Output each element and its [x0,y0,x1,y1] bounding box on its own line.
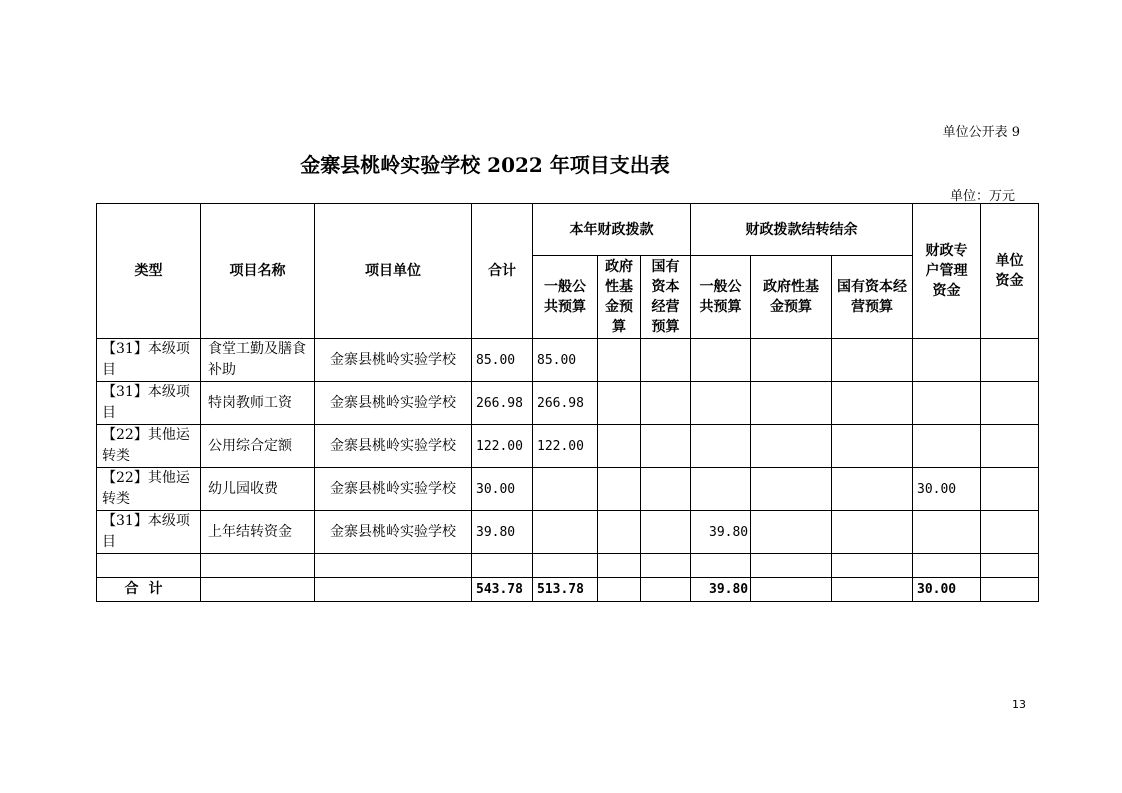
row-gov-fund [598,511,641,554]
totals-empty-unit [315,578,472,602]
header-general-public-budget: 一般公共预算 [533,256,598,339]
row-unit-funds [981,339,1039,382]
row-type: 【22】其他运转类 [97,468,201,511]
row-project-unit: 金寨县桃岭实验学校 [315,339,472,382]
row-type: 【22】其他运转类 [97,425,201,468]
row-special-account [913,339,981,382]
row-project-unit: 金寨县桃岭实验学校 [315,511,472,554]
row-special-account [913,382,981,425]
table-row [97,382,1039,425]
header-special-account-funds: 财政专户管理资金 [913,204,981,339]
row-carry-general [691,468,751,511]
empty-cell [913,554,981,578]
empty-cell [315,554,472,578]
totals-gov-fund [598,578,641,602]
row-carry-state-capital [832,511,913,554]
row-state-capital [641,382,691,425]
row-carry-state-capital [832,339,913,382]
row-type: 【31】本级项目 [97,511,201,554]
row-total: 30.00 [472,468,533,511]
row-special-account: 30.00 [913,468,981,511]
row-carry-general [691,339,751,382]
row-carry-gov-fund [751,511,832,554]
table-row [97,339,1039,382]
header-project-unit: 项目单位 [315,204,472,339]
row-state-capital [641,511,691,554]
row-carry-state-capital [832,468,913,511]
totals-carry-general: 39.80 [691,578,751,602]
totals-total: 543.78 [472,578,533,602]
totals-state-capital [641,578,691,602]
row-general-public [533,511,598,554]
row-gov-fund [598,468,641,511]
totals-carry-state-capital [832,578,913,602]
totals-row [97,578,1039,602]
header-gov-fund-budget: 政府性基金预算 [598,256,641,339]
row-general-public [533,468,598,511]
header-carryover-gov-fund: 政府性基金预算 [751,256,832,339]
totals-label: 合计 [97,578,201,602]
header-unit-funds: 单位资金 [981,204,1039,339]
row-project-name: 公用综合定额 [201,425,315,468]
row-type: 【31】本级项目 [97,382,201,425]
row-unit-funds [981,468,1039,511]
row-state-capital [641,468,691,511]
row-carry-state-capital [832,425,913,468]
empty-cell [641,554,691,578]
row-unit-funds [981,511,1039,554]
row-special-account [913,511,981,554]
row-project-name: 幼儿园收费 [201,468,315,511]
row-project-unit: 金寨县桃岭实验学校 [315,468,472,511]
empty-row [97,554,1039,578]
row-general-public: 85.00 [533,339,598,382]
row-project-unit: 金寨县桃岭实验学校 [315,382,472,425]
row-state-capital [641,425,691,468]
row-project-unit: 金寨县桃岭实验学校 [315,425,472,468]
row-carry-state-capital [832,382,913,425]
row-gov-fund [598,382,641,425]
header-current-year-appropriation: 本年财政拨款 [533,204,691,256]
page-title: 金寨县桃岭实验学校 2022 年项目支出表 [300,153,670,177]
row-total: 266.98 [472,382,533,425]
row-carry-general [691,382,751,425]
row-total: 122.00 [472,425,533,468]
unit-note: 单位：万元 [949,189,1015,204]
row-special-account [913,425,981,468]
row-carry-gov-fund [751,468,832,511]
row-state-capital [641,339,691,382]
row-unit-funds [981,382,1039,425]
form-number: 单位公开表 9 [942,125,1020,140]
row-project-name: 特岗教师工资 [201,382,315,425]
empty-cell [751,554,832,578]
empty-cell [472,554,533,578]
row-carry-gov-fund [751,382,832,425]
totals-empty-name [201,578,315,602]
empty-cell [981,554,1039,578]
table-row [97,511,1039,554]
header-total: 合计 [472,204,533,339]
row-carry-general [691,425,751,468]
row-total: 85.00 [472,339,533,382]
empty-cell [598,554,641,578]
header-appropriation-carryover: 财政拨款结转结余 [691,204,913,256]
row-project-name: 上年结转资金 [201,511,315,554]
row-carry-gov-fund [751,339,832,382]
empty-cell [97,554,201,578]
empty-cell [691,554,751,578]
header-project-name: 项目名称 [201,204,315,339]
header-type: 类型 [97,204,201,339]
table-row [97,425,1039,468]
row-carry-gov-fund [751,425,832,468]
row-gov-fund [598,425,641,468]
row-project-name: 食堂工勤及膳食补助 [201,339,315,382]
totals-special-account: 30.00 [913,578,981,602]
empty-cell [533,554,598,578]
table-row [97,468,1039,511]
page-number: 13 [1012,698,1026,711]
empty-cell [201,554,315,578]
row-unit-funds [981,425,1039,468]
row-total: 39.80 [472,511,533,554]
row-type: 【31】本级项目 [97,339,201,382]
totals-general-public: 513.78 [533,578,598,602]
row-general-public: 122.00 [533,425,598,468]
project-expenditure-table [96,203,1039,602]
empty-cell [832,554,913,578]
header-carryover-state-capital: 国有资本经营预算 [832,256,913,339]
totals-unit-funds [981,578,1039,602]
row-gov-fund [598,339,641,382]
header-state-capital-budget: 国有资本经营预算 [641,256,691,339]
row-carry-general: 39.80 [691,511,751,554]
totals-carry-gov-fund [751,578,832,602]
header-carryover-general-public: 一般公共预算 [691,256,751,339]
row-general-public: 266.98 [533,382,598,425]
